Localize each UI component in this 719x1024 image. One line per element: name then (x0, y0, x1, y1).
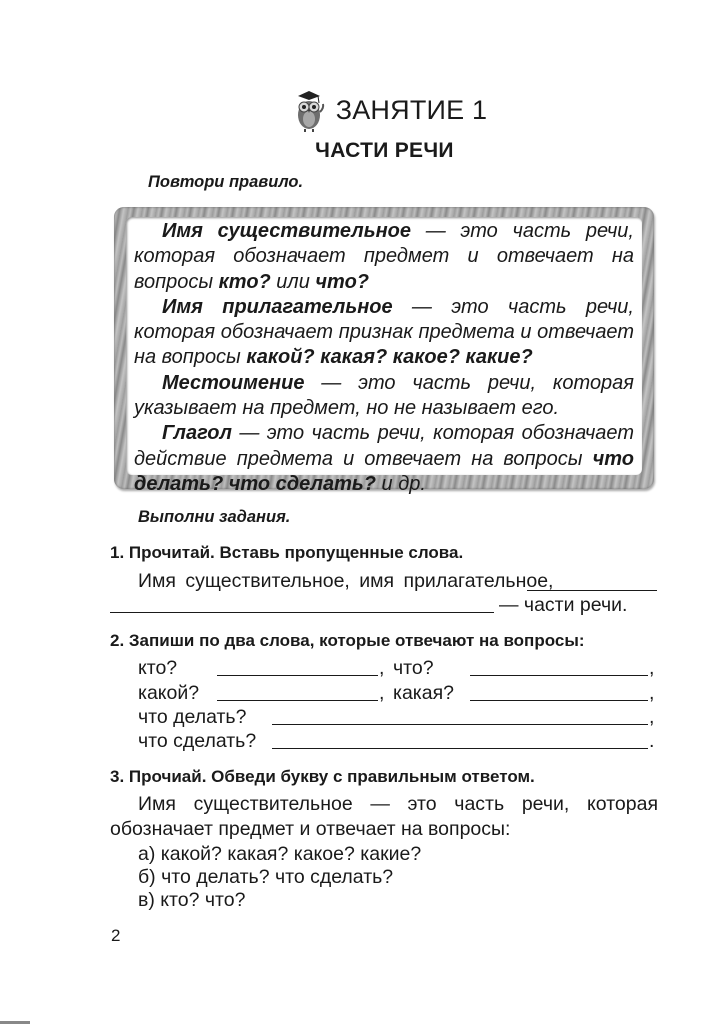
question-kakaya: какая? (393, 682, 455, 704)
review-instruction: Повтори правило. (148, 173, 304, 191)
task3-option-v[interactable] (138, 889, 245, 912)
task1-heading: 1. Прочитай. Вставь пропущенные слова. (110, 543, 464, 562)
answer-blank-chto[interactable] (470, 657, 648, 676)
task3-question-line1: Имя существительное — это часть речи, которая (138, 793, 658, 815)
rule-adjective: Имя прилагательное — это часть речи, которая обозначает признак предмета и отвечает на вопросы какой? какая? какое? какие? (134, 295, 634, 369)
question-chto-delat: что делать? (138, 706, 247, 728)
task1-line2-suffix: — части речи. (499, 594, 628, 616)
tasks-instruction: Выполни задания. (138, 508, 291, 526)
task1-text: Имя существительное, имя прилагательное, (138, 570, 554, 592)
task3-option-a[interactable] (138, 843, 421, 866)
owl-teacher-icon (292, 88, 326, 132)
option-letter-b[interactable]: б) (138, 866, 156, 888)
answer-blank-kto[interactable] (217, 657, 378, 676)
option-letter-v[interactable]: в) (138, 889, 155, 911)
task3-question-line2: обозначает предмет и отвечает на вопросы: (110, 818, 511, 840)
task3-heading: 3. Прочиай. Обведи букву с правильным ответом. (110, 767, 535, 786)
question-chto: что? (393, 657, 434, 679)
lesson-subtitle: ЧАСТИ РЕЧИ (315, 139, 454, 162)
comma: , (379, 682, 385, 704)
task3-option-b[interactable] (138, 866, 393, 889)
task1-blank-2[interactable] (110, 594, 494, 613)
period: . (649, 730, 655, 752)
answer-blank-kakoy[interactable] (217, 682, 378, 701)
lesson-header (0, 88, 719, 163)
question-kto: кто? (138, 657, 178, 679)
rule-pronoun: Местоимение — это часть речи, которая указывает на предмет, но не называет его. (134, 371, 634, 420)
page-number: 2 (111, 926, 121, 945)
question-kakoy: какой? (138, 682, 200, 704)
lesson-title: ЗАНЯТИЕ 1 (335, 94, 488, 125)
option-text-b: что делать? что сделать? (161, 866, 394, 888)
task1-line1 (138, 570, 553, 593)
rule-box (126, 217, 642, 495)
rule-noun: Имя существительное — это часть речи, которая обозначает предмет и отвечает на вопросы кто? или что? (134, 220, 634, 293)
option-text-a: какой? какая? какое? какие? (160, 843, 422, 865)
answer-blank-chto-delat[interactable] (272, 706, 648, 725)
task1-blank-1[interactable] (527, 572, 657, 591)
comma: , (649, 657, 655, 679)
question-chto-sdelat: что сделать? (138, 730, 257, 752)
task2-heading: 2. Запиши по два слова, которые отвечают на вопросы: (110, 631, 585, 650)
rule-box-frame (114, 207, 654, 495)
answer-blank-chto-sdelat[interactable] (272, 730, 648, 749)
option-letter-a[interactable]: а) (138, 843, 156, 865)
rule-text (134, 219, 634, 497)
comma: , (649, 706, 655, 728)
answer-blank-kakaya[interactable] (470, 682, 648, 701)
comma: , (379, 657, 385, 679)
title-row (292, 88, 488, 132)
option-text-v: кто? что? (160, 889, 246, 911)
comma: , (649, 682, 655, 704)
rule-verb: Глагол — это часть речи, которая обозначает действие предмета и отвечает на вопросы что делать? что сделать? и др. (134, 422, 634, 495)
